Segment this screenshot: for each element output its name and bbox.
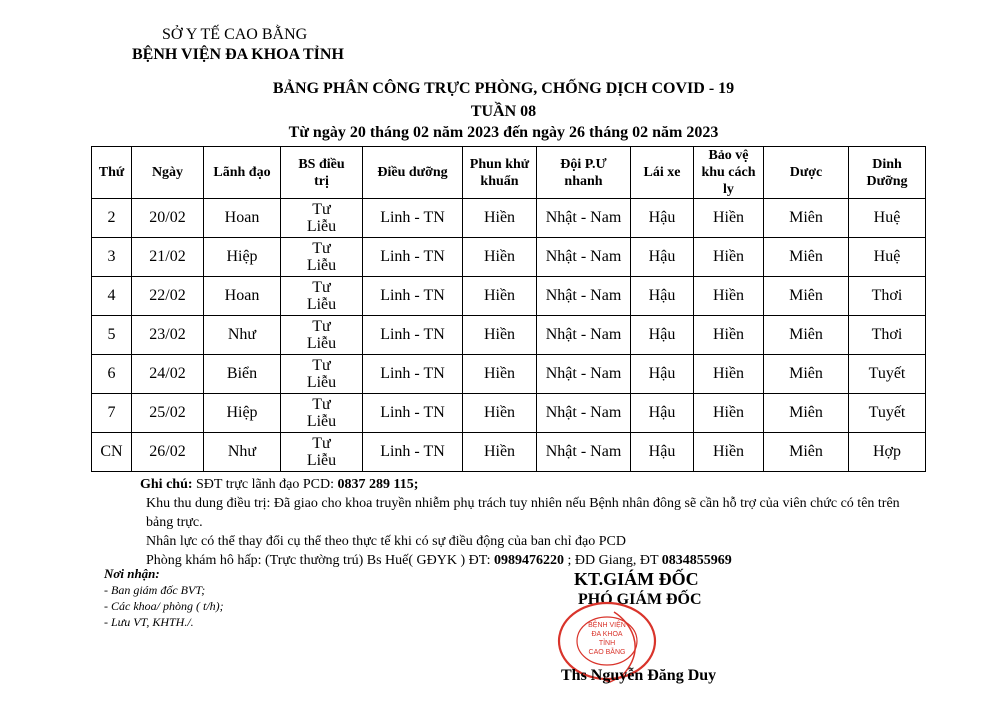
notes-line2: Khu thu dung điều trị: Đã giao cho khoa truyền nhiễm phụ trách tuy nhiên nếu Bệnh nhân đông sẽ cần hỗ trợ của viên chức có tên trên bảng trực. xyxy=(146,496,900,530)
cell-phun: Hiền xyxy=(463,316,537,355)
cell-dinh-duong: Hợp xyxy=(849,433,926,472)
stamp-line: BỆNH VIỆN xyxy=(588,622,626,629)
cell-ngay: 23/02 xyxy=(132,316,204,355)
column-header-text: Đội P.Ư xyxy=(560,156,607,172)
notes-line4-mid: ; ĐD Giang, ĐT xyxy=(564,553,662,568)
cell-duoc: Miên xyxy=(764,394,849,433)
notes-block xyxy=(140,475,900,570)
cell-dinh-duong: Tuyết xyxy=(849,355,926,394)
cell-dieu-duong: Linh - TN xyxy=(363,394,463,433)
column-header xyxy=(92,147,132,199)
cell-duoc: Miên xyxy=(764,433,849,472)
column-header xyxy=(764,147,849,199)
cell-lanh-dao: Như xyxy=(204,316,281,355)
cell-bao-ve: Hiền xyxy=(694,316,764,355)
cell-phun: Hiền xyxy=(463,394,537,433)
cell-doi: Nhật - Nam xyxy=(537,355,631,394)
table-body xyxy=(92,199,926,472)
column-header xyxy=(537,147,631,199)
cell-thu: 3 xyxy=(92,238,132,277)
column-header xyxy=(694,147,764,199)
clinic-phone-2: 0834855969 xyxy=(661,553,732,568)
cell-duoc: Miên xyxy=(764,199,849,238)
cell-phun: Hiền xyxy=(463,433,537,472)
table-row xyxy=(92,277,926,316)
cell-doi: Nhật - Nam xyxy=(537,238,631,277)
cell-bs xyxy=(281,394,363,433)
table-row xyxy=(92,433,926,472)
cell-bs-name: Liễu xyxy=(306,335,337,352)
clinic-phone-1: 0989476220 xyxy=(494,553,565,568)
cell-bs-name: Tư xyxy=(312,435,331,452)
table-row xyxy=(92,199,926,238)
cell-thu: 7 xyxy=(92,394,132,433)
column-header xyxy=(281,147,363,199)
cell-duoc: Miên xyxy=(764,238,849,277)
cell-bs-name: Liễu xyxy=(306,374,337,391)
cell-phun: Hiền xyxy=(463,277,537,316)
cell-doi: Nhật - Nam xyxy=(537,433,631,472)
column-header-text: Lái xe xyxy=(643,165,681,180)
cell-dieu-duong: Linh - TN xyxy=(363,316,463,355)
notes-line3: Nhân lực có thể thay đổi cụ thể theo thực tế khi có sự điều động của ban chỉ đạo PCD xyxy=(146,534,626,549)
stamp-line: CAO BẰNG xyxy=(588,649,626,656)
column-header-text: Dưỡng xyxy=(866,173,908,189)
recipient-item: - Các khoa/ phòng ( t/h); xyxy=(104,599,224,613)
cell-lanh-dao: Hiệp xyxy=(204,394,281,433)
cell-bao-ve: Hiền xyxy=(694,394,764,433)
cell-doi: Nhật - Nam xyxy=(537,199,631,238)
cell-phun: Hiền xyxy=(463,238,537,277)
date-range: Từ ngày 20 tháng 02 năm 2023 đến ngày 26 tháng 02 năm 2023 xyxy=(288,124,719,141)
table-header-row xyxy=(92,147,926,199)
column-header-text: Bảo vệ xyxy=(708,148,749,163)
cell-dieu-duong: Linh - TN xyxy=(363,277,463,316)
cell-thu: 5 xyxy=(92,316,132,355)
column-header-text: khuẩn xyxy=(480,173,519,189)
cell-bs xyxy=(281,355,363,394)
org-line-1: SỞ Y TẾ CAO BẰNG xyxy=(162,26,308,43)
cell-bs-name: Tư xyxy=(312,279,331,296)
cell-bs-name: Tư xyxy=(312,240,331,257)
cell-bs-name: Liễu xyxy=(306,452,337,469)
cell-dinh-duong: Thơi xyxy=(849,316,926,355)
cell-ngay: 26/02 xyxy=(132,433,204,472)
cell-doi: Nhật - Nam xyxy=(537,316,631,355)
doc-title: BẢNG PHÂN CÔNG TRỰC PHÒNG, CHỐNG DỊCH COVID - 19 xyxy=(272,80,735,97)
cell-dieu-duong: Linh - TN xyxy=(363,433,463,472)
cell-doi: Nhật - Nam xyxy=(537,277,631,316)
recipient-item: - Lưu VT, KHTH./. xyxy=(104,615,194,629)
cell-lai-xe: Hậu xyxy=(631,199,694,238)
cell-lai-xe: Hậu xyxy=(631,238,694,277)
cell-thu: 2 xyxy=(92,199,132,238)
cell-dieu-duong: Linh - TN xyxy=(363,238,463,277)
cell-ngay: 21/02 xyxy=(132,238,204,277)
signer-name: Ths Nguyễn Đăng Duy xyxy=(561,667,717,684)
cell-dinh-duong: Huệ xyxy=(849,238,926,277)
column-header-text: Lãnh đạo xyxy=(213,165,271,180)
column-header-text: khu cách xyxy=(701,165,756,180)
table-row xyxy=(92,238,926,277)
table-row xyxy=(92,355,926,394)
notes-line1-text: SĐT trực lãnh đạo PCD: xyxy=(192,477,338,492)
cell-doi: Nhật - Nam xyxy=(537,394,631,433)
cell-bs-name: Tư xyxy=(312,357,331,374)
cell-lanh-dao: Biển xyxy=(204,355,281,394)
cell-lai-xe: Hậu xyxy=(631,316,694,355)
cell-duoc: Miên xyxy=(764,277,849,316)
duty-table xyxy=(91,146,926,472)
cell-thu: 4 xyxy=(92,277,132,316)
column-header xyxy=(463,147,537,199)
cell-bs xyxy=(281,316,363,355)
signature-title-1: KT.GIÁM ĐỐC xyxy=(574,569,699,589)
recipients-heading: Nơi nhận: xyxy=(104,566,160,581)
column-header-text: ly xyxy=(723,182,734,197)
cell-lai-xe: Hậu xyxy=(631,355,694,394)
column-header-text: Điều dưỡng xyxy=(377,165,448,180)
column-header-text: nhanh xyxy=(564,173,603,189)
cell-bs xyxy=(281,238,363,277)
cell-bs-name: Tư xyxy=(312,201,331,218)
cell-dieu-duong: Linh - TN xyxy=(363,355,463,394)
cell-bao-ve: Hiền xyxy=(694,277,764,316)
cell-dieu-duong: Linh - TN xyxy=(363,199,463,238)
cell-ngay: 24/02 xyxy=(132,355,204,394)
recipient-item: - Ban giám đốc BVT; xyxy=(104,583,206,597)
week-label: TUẦN 08 xyxy=(470,103,537,120)
cell-bs-name: Liễu xyxy=(306,296,337,313)
column-header xyxy=(631,147,694,199)
cell-bao-ve: Hiền xyxy=(694,238,764,277)
column-header-text: Dược xyxy=(789,165,823,180)
cell-thu: CN xyxy=(92,433,132,472)
cell-ngay: 20/02 xyxy=(132,199,204,238)
recipients-block xyxy=(104,566,224,630)
cell-bs-name: Tư xyxy=(312,318,331,335)
cell-bs xyxy=(281,433,363,472)
cell-lai-xe: Hậu xyxy=(631,277,694,316)
column-header xyxy=(849,147,926,199)
cell-lanh-dao: Hiệp xyxy=(204,238,281,277)
cell-phun: Hiền xyxy=(463,355,537,394)
cell-lai-xe: Hậu xyxy=(631,394,694,433)
cell-bs-name: Tư xyxy=(312,396,331,413)
leader-phone: 0837 289 115; xyxy=(337,477,419,492)
cell-duoc: Miên xyxy=(764,316,849,355)
cell-dinh-duong: Tuyết xyxy=(849,394,926,433)
cell-lanh-dao: Hoan xyxy=(204,199,281,238)
table-row xyxy=(92,316,926,355)
cell-bs xyxy=(281,199,363,238)
column-header xyxy=(363,147,463,199)
column-header xyxy=(132,147,204,199)
cell-ngay: 22/02 xyxy=(132,277,204,316)
cell-bs-name: Liễu xyxy=(306,218,337,235)
cell-ngay: 25/02 xyxy=(132,394,204,433)
cell-bao-ve: Hiền xyxy=(694,355,764,394)
stamp-line: ĐA KHOA xyxy=(591,631,623,638)
column-header-text: Phun khử xyxy=(469,156,530,172)
cell-lanh-dao: Hoan xyxy=(204,277,281,316)
cell-dinh-duong: Huệ xyxy=(849,199,926,238)
column-header-text: BS điều xyxy=(298,156,345,172)
cell-bs xyxy=(281,277,363,316)
cell-phun: Hiền xyxy=(463,199,537,238)
org-line-2: BỆNH VIỆN ĐA KHOA TỈNH xyxy=(132,46,344,63)
stamp-line: TỈNH xyxy=(598,640,616,647)
cell-lai-xe: Hậu xyxy=(631,433,694,472)
notes-line4-text: Phòng khám hô hấp: (Trực thường trú) Bs Huế( GĐYK ) ĐT: xyxy=(146,553,495,568)
cell-bao-ve: Hiền xyxy=(694,199,764,238)
table-row xyxy=(92,394,926,433)
column-header-text: Ngày xyxy=(151,165,184,180)
notes-label: Ghi chú: xyxy=(140,477,193,492)
cell-thu: 6 xyxy=(92,355,132,394)
column-header xyxy=(204,147,281,199)
cell-bs-name: Liễu xyxy=(306,413,337,430)
column-header-text: Thứ xyxy=(98,165,125,180)
signature-title-2: PHÓ GIÁM ĐỐC xyxy=(578,591,702,608)
column-header-text: Dinh xyxy=(872,156,902,172)
cell-bao-ve: Hiền xyxy=(694,433,764,472)
column-header-text: trị xyxy=(314,173,329,189)
cell-duoc: Miên xyxy=(764,355,849,394)
cell-lanh-dao: Như xyxy=(204,433,281,472)
cell-bs-name: Liễu xyxy=(306,257,337,274)
cell-dinh-duong: Thơi xyxy=(849,277,926,316)
